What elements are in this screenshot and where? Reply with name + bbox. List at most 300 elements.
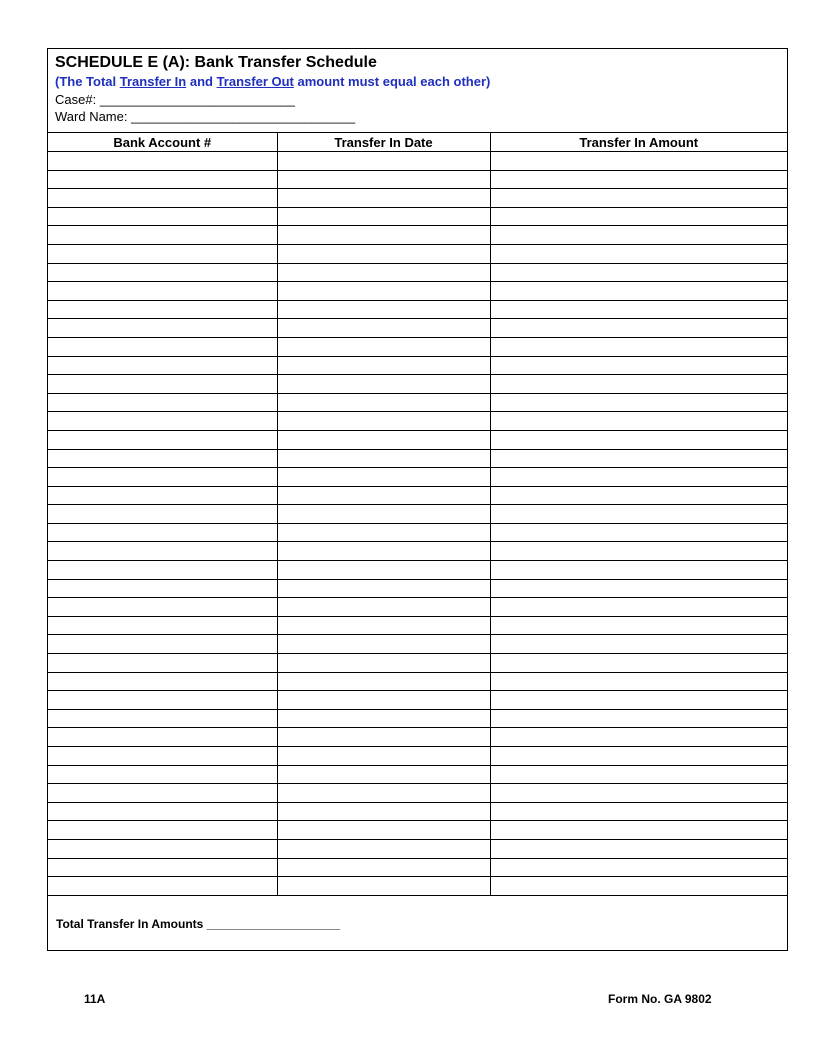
transfer-date-input[interactable] bbox=[278, 357, 490, 375]
bank-account-cell[interactable] bbox=[48, 765, 277, 784]
transfer-date-cell[interactable] bbox=[277, 356, 490, 375]
instruction-open: (The Total bbox=[55, 74, 120, 89]
transfer-amount-input[interactable] bbox=[491, 784, 788, 802]
table-row bbox=[48, 598, 787, 617]
transfer-amount-cell[interactable] bbox=[490, 282, 787, 301]
table-row bbox=[48, 263, 787, 282]
bank-account-cell[interactable] bbox=[48, 691, 277, 710]
bank-account-input[interactable] bbox=[48, 821, 277, 839]
transfer-date-cell[interactable] bbox=[277, 189, 490, 208]
bank-account-input[interactable] bbox=[48, 431, 277, 449]
bank-account-input[interactable] bbox=[48, 840, 277, 858]
bank-account-input[interactable] bbox=[48, 542, 277, 560]
transfer-amount-input[interactable] bbox=[491, 691, 788, 709]
transfer-date-cell[interactable] bbox=[277, 468, 490, 487]
transfer-amount-cell[interactable] bbox=[490, 877, 787, 896]
transfer-date-input[interactable] bbox=[278, 189, 490, 207]
transfer-amount-input[interactable] bbox=[491, 766, 788, 784]
table-row bbox=[48, 430, 787, 449]
transfer-amount-input[interactable] bbox=[491, 635, 788, 653]
table-row bbox=[48, 300, 787, 319]
transfer-date-input[interactable] bbox=[278, 580, 490, 598]
table-row bbox=[48, 244, 787, 263]
transfer-date-input[interactable] bbox=[278, 673, 490, 691]
bank-account-input[interactable] bbox=[48, 877, 277, 895]
transfer-date-input[interactable] bbox=[278, 375, 490, 393]
table-row bbox=[48, 337, 787, 356]
transfer-amount-input[interactable] bbox=[491, 431, 788, 449]
transfer-date-input[interactable] bbox=[278, 524, 490, 542]
table-row bbox=[48, 282, 787, 301]
bank-account-cell[interactable] bbox=[48, 170, 277, 189]
table-row bbox=[48, 728, 787, 747]
transfer-amount-cell[interactable] bbox=[490, 561, 787, 580]
transfer-amount-input[interactable] bbox=[491, 245, 788, 263]
table-row bbox=[48, 170, 787, 189]
transfer-amount-input[interactable] bbox=[491, 189, 788, 207]
transfer-amount-cell[interactable] bbox=[490, 728, 787, 747]
transfer-amount-input[interactable] bbox=[491, 301, 788, 319]
table-row bbox=[48, 375, 787, 394]
bank-account-input[interactable] bbox=[48, 319, 277, 337]
transfer-amount-cell[interactable] bbox=[490, 747, 787, 766]
schedule-form bbox=[47, 48, 788, 951]
transfer-amount-input[interactable] bbox=[491, 450, 788, 468]
transfer-amount-input[interactable] bbox=[491, 728, 788, 746]
bank-account-input[interactable] bbox=[48, 264, 277, 282]
transfer-date-cell[interactable] bbox=[277, 319, 490, 338]
transfer-amount-cell[interactable] bbox=[490, 709, 787, 728]
table-row bbox=[48, 691, 787, 710]
transfer-amount-input[interactable] bbox=[491, 524, 788, 542]
table-row bbox=[48, 189, 787, 208]
bank-account-input[interactable] bbox=[48, 766, 277, 784]
table-row bbox=[48, 616, 787, 635]
transfer-amount-input[interactable] bbox=[491, 617, 788, 635]
bank-account-input[interactable] bbox=[48, 282, 277, 300]
bank-account-input[interactable] bbox=[48, 468, 277, 486]
transfer-date-input[interactable] bbox=[278, 505, 490, 523]
transfer-date-cell[interactable] bbox=[277, 839, 490, 858]
transfer-amount-input[interactable] bbox=[491, 152, 788, 170]
transfer-date-cell[interactable] bbox=[277, 486, 490, 505]
bank-account-cell[interactable] bbox=[48, 616, 277, 635]
transfer-amount-cell[interactable] bbox=[490, 375, 787, 394]
bank-account-cell[interactable] bbox=[48, 449, 277, 468]
transfer-amount-input[interactable] bbox=[491, 357, 788, 375]
table-body bbox=[48, 152, 787, 896]
transfer-amount-input[interactable] bbox=[491, 598, 788, 616]
instruction-mid: and bbox=[186, 74, 217, 89]
transfer-amount-input[interactable] bbox=[491, 505, 788, 523]
transfer-date-input[interactable] bbox=[278, 784, 490, 802]
transfer-date-input[interactable] bbox=[278, 617, 490, 635]
bank-account-input[interactable] bbox=[48, 524, 277, 542]
transfer-amount-input[interactable] bbox=[491, 561, 788, 579]
bank-account-cell[interactable] bbox=[48, 839, 277, 858]
transfer-date-cell[interactable] bbox=[277, 412, 490, 431]
transfer-amount-cell[interactable] bbox=[490, 412, 787, 431]
table-row bbox=[48, 561, 787, 580]
transfer-date-input[interactable] bbox=[278, 635, 490, 653]
transfer-date-cell[interactable] bbox=[277, 375, 490, 394]
transfer-date-input[interactable] bbox=[278, 245, 490, 263]
transfer-amount-cell[interactable] bbox=[490, 430, 787, 449]
bank-account-input[interactable] bbox=[48, 357, 277, 375]
transfer-amount-input[interactable] bbox=[491, 208, 788, 226]
bank-account-cell[interactable] bbox=[48, 561, 277, 580]
transfer-amount-input[interactable] bbox=[491, 859, 788, 877]
table-row bbox=[48, 784, 787, 803]
bank-account-cell[interactable] bbox=[48, 579, 277, 598]
table-row bbox=[48, 654, 787, 673]
bank-account-input[interactable] bbox=[48, 784, 277, 802]
bank-account-cell[interactable] bbox=[48, 877, 277, 896]
transfer-date-cell[interactable] bbox=[277, 300, 490, 319]
transfer-date-cell[interactable] bbox=[277, 282, 490, 301]
transfer-date-cell[interactable] bbox=[277, 449, 490, 468]
transfer-amount-input[interactable] bbox=[491, 487, 788, 505]
bank-account-cell[interactable] bbox=[48, 542, 277, 561]
ward-name-field[interactable] bbox=[55, 108, 787, 125]
bank-account-input[interactable] bbox=[48, 338, 277, 356]
transfer-date-input[interactable] bbox=[278, 487, 490, 505]
transfer-amount-cell[interactable] bbox=[490, 170, 787, 189]
transfer-amount-input[interactable] bbox=[491, 375, 788, 393]
bank-account-input[interactable] bbox=[48, 189, 277, 207]
transfer-date-cell[interactable] bbox=[277, 728, 490, 747]
transfer-date-input[interactable] bbox=[278, 431, 490, 449]
transfer-amount-cell[interactable] bbox=[490, 244, 787, 263]
case-number-field[interactable] bbox=[55, 91, 787, 108]
transfer-date-input[interactable] bbox=[278, 171, 490, 189]
transfer-date-cell[interactable] bbox=[277, 802, 490, 821]
transfer-date-input[interactable] bbox=[278, 859, 490, 877]
bank-account-cell[interactable] bbox=[48, 523, 277, 542]
transfer-amount-cell[interactable] bbox=[490, 523, 787, 542]
table-row bbox=[48, 858, 787, 877]
transfer-date-cell[interactable] bbox=[277, 598, 490, 617]
transfer-amount-input[interactable] bbox=[491, 468, 788, 486]
table-row bbox=[48, 152, 787, 171]
transfer-amount-cell[interactable] bbox=[490, 654, 787, 673]
transfer-amount-cell[interactable] bbox=[490, 802, 787, 821]
transfer-amount-cell[interactable] bbox=[490, 839, 787, 858]
transfer-out-link[interactable]: Transfer Out bbox=[216, 74, 294, 89]
transfer-amount-input[interactable] bbox=[491, 319, 788, 337]
transfer-date-cell[interactable] bbox=[277, 207, 490, 226]
bank-account-input[interactable] bbox=[48, 412, 277, 430]
bank-account-cell[interactable] bbox=[48, 375, 277, 394]
transfer-in-link[interactable]: Transfer In bbox=[119, 74, 187, 89]
transfer-date-cell[interactable] bbox=[277, 858, 490, 877]
transfer-date-cell[interactable] bbox=[277, 821, 490, 840]
bank-account-cell[interactable] bbox=[48, 598, 277, 617]
table-row bbox=[48, 523, 787, 542]
bank-account-input[interactable] bbox=[48, 450, 277, 468]
transfer-date-input[interactable] bbox=[278, 766, 490, 784]
transfer-date-cell[interactable] bbox=[277, 747, 490, 766]
transfer-amount-cell[interactable] bbox=[490, 337, 787, 356]
bank-account-cell[interactable] bbox=[48, 486, 277, 505]
bank-account-cell[interactable] bbox=[48, 300, 277, 319]
transfer-date-cell[interactable] bbox=[277, 263, 490, 282]
transfer-date-input[interactable] bbox=[278, 542, 490, 560]
transfer-date-cell[interactable] bbox=[277, 616, 490, 635]
transfer-amount-cell[interactable] bbox=[490, 672, 787, 691]
transfer-date-cell[interactable] bbox=[277, 561, 490, 580]
transfer-date-input[interactable] bbox=[278, 264, 490, 282]
transfer-date-input[interactable] bbox=[278, 840, 490, 858]
transfer-amount-cell[interactable] bbox=[490, 263, 787, 282]
bank-account-input[interactable] bbox=[48, 598, 277, 616]
column-header-transfer-amount: Transfer In Amount bbox=[490, 133, 787, 152]
table-row bbox=[48, 207, 787, 226]
table-row bbox=[48, 672, 787, 691]
transfer-date-cell[interactable] bbox=[277, 337, 490, 356]
transfer-date-input[interactable] bbox=[278, 208, 490, 226]
transfer-date-cell[interactable] bbox=[277, 523, 490, 542]
transfer-date-input[interactable] bbox=[278, 301, 490, 319]
bank-account-input[interactable] bbox=[48, 245, 277, 263]
transfer-date-input[interactable] bbox=[278, 561, 490, 579]
bank-account-cell[interactable] bbox=[48, 189, 277, 208]
form-instruction bbox=[55, 73, 787, 91]
transfer-date-input[interactable] bbox=[278, 728, 490, 746]
bank-account-cell[interactable] bbox=[48, 337, 277, 356]
transfer-amount-cell[interactable] bbox=[490, 598, 787, 617]
transfer-amount-cell[interactable] bbox=[490, 486, 787, 505]
table-row bbox=[48, 393, 787, 412]
transfer-date-cell[interactable] bbox=[277, 170, 490, 189]
transfer-date-input[interactable] bbox=[278, 747, 490, 765]
bank-account-cell[interactable] bbox=[48, 282, 277, 301]
bank-account-cell[interactable] bbox=[48, 430, 277, 449]
bank-account-cell[interactable] bbox=[48, 654, 277, 673]
table-row bbox=[48, 356, 787, 375]
transfer-date-input[interactable] bbox=[278, 821, 490, 839]
bank-account-input[interactable] bbox=[48, 635, 277, 653]
transfer-amount-cell[interactable] bbox=[490, 449, 787, 468]
transfer-date-input[interactable] bbox=[278, 338, 490, 356]
transfer-amount-input[interactable] bbox=[491, 412, 788, 430]
transfer-date-input[interactable] bbox=[278, 654, 490, 672]
instruction-close: amount must equal each other) bbox=[293, 74, 491, 89]
transfer-date-cell[interactable] bbox=[277, 709, 490, 728]
transfer-amount-input[interactable] bbox=[491, 747, 788, 765]
transfer-date-cell[interactable] bbox=[277, 542, 490, 561]
bank-account-input[interactable] bbox=[48, 728, 277, 746]
transfer-amount-cell[interactable] bbox=[490, 765, 787, 784]
transfer-date-cell[interactable] bbox=[277, 784, 490, 803]
table-row bbox=[48, 505, 787, 524]
case-number-label: Case#: bbox=[55, 92, 100, 107]
transfer-amount-input[interactable] bbox=[491, 338, 788, 356]
bank-account-cell[interactable] bbox=[48, 802, 277, 821]
bank-account-input[interactable] bbox=[48, 375, 277, 393]
transfer-date-input[interactable] bbox=[278, 226, 490, 244]
bank-account-input[interactable] bbox=[48, 673, 277, 691]
transfer-date-cell[interactable] bbox=[277, 654, 490, 673]
table-row bbox=[48, 468, 787, 487]
bank-account-cell[interactable] bbox=[48, 709, 277, 728]
bank-account-input[interactable] bbox=[48, 301, 277, 319]
transfer-date-input[interactable] bbox=[278, 152, 490, 170]
table-row bbox=[48, 747, 787, 766]
table-row bbox=[48, 821, 787, 840]
transfer-amount-cell[interactable] bbox=[490, 691, 787, 710]
transfer-date-cell[interactable] bbox=[277, 579, 490, 598]
transfer-amount-cell[interactable] bbox=[490, 858, 787, 877]
transfer-date-cell[interactable] bbox=[277, 430, 490, 449]
transfer-amount-cell[interactable] bbox=[490, 505, 787, 524]
transfer-amount-cell[interactable] bbox=[490, 579, 787, 598]
transfer-amount-input[interactable] bbox=[491, 542, 788, 560]
table-row bbox=[48, 486, 787, 505]
transfer-date-cell[interactable] bbox=[277, 152, 490, 171]
transfer-amount-cell[interactable] bbox=[490, 226, 787, 245]
bank-account-cell[interactable] bbox=[48, 226, 277, 245]
table-row bbox=[48, 319, 787, 338]
bank-account-input[interactable] bbox=[48, 803, 277, 821]
transfer-amount-cell[interactable] bbox=[490, 821, 787, 840]
bank-account-cell[interactable] bbox=[48, 356, 277, 375]
bank-account-input[interactable] bbox=[48, 226, 277, 244]
transfer-date-input[interactable] bbox=[278, 598, 490, 616]
transfer-amount-cell[interactable] bbox=[490, 189, 787, 208]
bank-account-cell[interactable] bbox=[48, 152, 277, 171]
transfer-amount-input[interactable] bbox=[491, 821, 788, 839]
transfer-date-cell[interactable] bbox=[277, 226, 490, 245]
bank-account-input[interactable] bbox=[48, 505, 277, 523]
table-header-row bbox=[48, 133, 787, 152]
table-row bbox=[48, 635, 787, 654]
transfer-date-cell[interactable] bbox=[277, 877, 490, 896]
bank-account-cell[interactable] bbox=[48, 393, 277, 412]
table-row bbox=[48, 877, 787, 896]
transfer-date-input[interactable] bbox=[278, 450, 490, 468]
transfer-date-input[interactable] bbox=[278, 803, 490, 821]
bank-account-input[interactable] bbox=[48, 171, 277, 189]
transfer-date-input[interactable] bbox=[278, 319, 490, 337]
transfer-amount-cell[interactable] bbox=[490, 393, 787, 412]
transfer-date-input[interactable] bbox=[278, 282, 490, 300]
transfer-amount-input[interactable] bbox=[491, 282, 788, 300]
table-row bbox=[48, 449, 787, 468]
transfer-date-cell[interactable] bbox=[277, 672, 490, 691]
transfer-amount-input[interactable] bbox=[491, 394, 788, 412]
transfer-date-input[interactable] bbox=[278, 394, 490, 412]
transfer-date-input[interactable] bbox=[278, 468, 490, 486]
transfer-amount-input[interactable] bbox=[491, 877, 788, 895]
transfer-amount-cell[interactable] bbox=[490, 784, 787, 803]
table-row bbox=[48, 765, 787, 784]
transfer-date-input[interactable] bbox=[278, 691, 490, 709]
ward-name-blank[interactable]: _______________________________ bbox=[131, 109, 356, 124]
bank-account-cell[interactable] bbox=[48, 263, 277, 282]
transfer-amount-cell[interactable] bbox=[490, 542, 787, 561]
transfer-amount-cell[interactable] bbox=[490, 300, 787, 319]
bank-account-input[interactable] bbox=[48, 617, 277, 635]
transfer-amount-cell[interactable] bbox=[490, 207, 787, 226]
bank-account-input[interactable] bbox=[48, 691, 277, 709]
form-title: SCHEDULE E (A): Bank Transfer Schedule bbox=[55, 54, 377, 71]
bank-account-input[interactable] bbox=[48, 654, 277, 672]
transfer-date-cell[interactable] bbox=[277, 505, 490, 524]
bank-account-cell[interactable] bbox=[48, 784, 277, 803]
table-row bbox=[48, 579, 787, 598]
case-number-blank[interactable]: ___________________________ bbox=[99, 92, 296, 107]
transfer-amount-cell[interactable] bbox=[490, 319, 787, 338]
bank-account-input[interactable] bbox=[48, 394, 277, 412]
transfer-amount-cell[interactable] bbox=[490, 152, 787, 171]
bank-account-cell[interactable] bbox=[48, 672, 277, 691]
transfer-amount-input[interactable] bbox=[491, 226, 788, 244]
bank-account-input[interactable] bbox=[48, 580, 277, 598]
bank-account-cell[interactable] bbox=[48, 747, 277, 766]
transfer-amount-input[interactable] bbox=[491, 171, 788, 189]
bank-account-cell[interactable] bbox=[48, 635, 277, 654]
table-row bbox=[48, 709, 787, 728]
bank-account-cell[interactable] bbox=[48, 728, 277, 747]
bank-account-input[interactable] bbox=[48, 859, 277, 877]
table-row bbox=[48, 839, 787, 858]
transfer-amount-input[interactable] bbox=[491, 673, 788, 691]
transfer-amount-input[interactable] bbox=[491, 654, 788, 672]
page-number: 11A bbox=[84, 992, 106, 1006]
transfer-amount-cell[interactable] bbox=[490, 468, 787, 487]
transfer-date-cell[interactable] bbox=[277, 691, 490, 710]
transfer-date-input[interactable] bbox=[278, 412, 490, 430]
transfer-date-cell[interactable] bbox=[277, 765, 490, 784]
total-transfer-in[interactable] bbox=[56, 917, 340, 931]
transfer-date-cell[interactable] bbox=[277, 244, 490, 263]
transfer-date-cell[interactable] bbox=[277, 635, 490, 654]
form-header bbox=[48, 49, 787, 132]
bank-account-input[interactable] bbox=[48, 710, 277, 728]
transfer-amount-cell[interactable] bbox=[490, 616, 787, 635]
transfer-table bbox=[48, 132, 787, 896]
table-row bbox=[48, 802, 787, 821]
bank-account-cell[interactable] bbox=[48, 821, 277, 840]
bank-account-cell[interactable] bbox=[48, 207, 277, 226]
transfer-amount-input[interactable] bbox=[491, 710, 788, 728]
bank-account-cell[interactable] bbox=[48, 505, 277, 524]
bank-account-input[interactable] bbox=[48, 561, 277, 579]
table-row bbox=[48, 226, 787, 245]
transfer-amount-cell[interactable] bbox=[490, 635, 787, 654]
transfer-amount-input[interactable] bbox=[491, 264, 788, 282]
transfer-amount-cell[interactable] bbox=[490, 356, 787, 375]
column-header-transfer-date: Transfer In Date bbox=[277, 133, 490, 152]
total-blank[interactable]: ____________________ bbox=[206, 917, 341, 931]
transfer-date-input[interactable] bbox=[278, 877, 490, 895]
bank-account-input[interactable] bbox=[48, 152, 277, 170]
bank-account-cell[interactable] bbox=[48, 244, 277, 263]
transfer-amount-input[interactable] bbox=[491, 840, 788, 858]
bank-account-input[interactable] bbox=[48, 487, 277, 505]
bank-account-input[interactable] bbox=[48, 208, 277, 226]
bank-account-cell[interactable] bbox=[48, 412, 277, 431]
bank-account-cell[interactable] bbox=[48, 858, 277, 877]
bank-account-cell[interactable] bbox=[48, 468, 277, 487]
transfer-date-cell[interactable] bbox=[277, 393, 490, 412]
transfer-date-input[interactable] bbox=[278, 710, 490, 728]
transfer-amount-input[interactable] bbox=[491, 580, 788, 598]
bank-account-input[interactable] bbox=[48, 747, 277, 765]
transfer-amount-input[interactable] bbox=[491, 803, 788, 821]
bank-account-cell[interactable] bbox=[48, 319, 277, 338]
